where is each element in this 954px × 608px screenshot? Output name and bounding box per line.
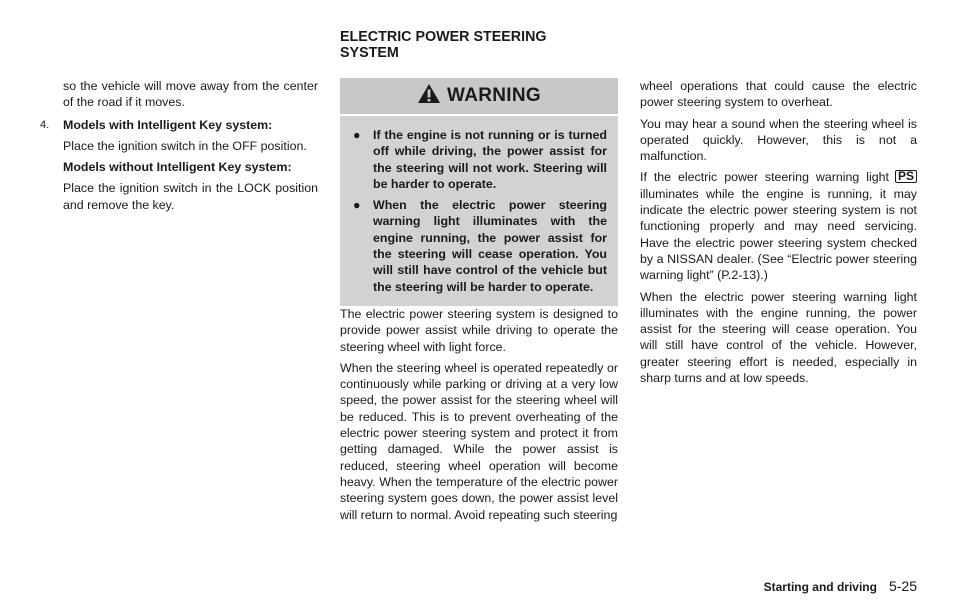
footer-section-name: Starting and driving [763,580,877,594]
section-title-line-1: ELECTRIC POWER STEERING [340,29,547,45]
column-right [640,78,917,386]
warning-triangle-icon [417,83,441,108]
paragraph-warning-light [640,169,917,283]
step-text-without-intelligent-key: Place the ignition switch in the LOCK position and remove the key. [63,181,318,212]
warning-item-text: When the electric power steering warning light illuminates with the engine running, the power assist for the steering will cease operation. You will still have control of the vehicle but the steering will be harder to operate. [373,198,607,294]
warning-item-text: If the engine is not running or is turned off while driving, the power assist for the steering will not work. Steering will be harder to operate. [373,128,607,191]
bullet-icon: ● [353,128,361,142]
column-left [40,78,318,213]
step-4 [40,117,318,213]
warning-box [340,78,618,306]
warning-title: WARNING [447,84,541,106]
step-text-intelligent-key: Place the ignition switch in the OFF position. [63,138,307,153]
step-heading-intelligent-key: Models with Intelligent Key system: [63,117,273,132]
warning-item [351,127,607,192]
paragraph-design: The electric power steering system is designed to provide power assist while driving to operate the steering wheel with light force. [340,306,618,354]
power-steering-warning-light-icon: PS [895,170,917,183]
warning-body [340,116,618,306]
column-middle [340,30,618,523]
warning-light-text-after: illuminates while the engine is running, it may indicate the electric power steering system is not functioning properly and may need servicing. Have the electric power steering system checked by a NISSAN dealer. (See “Electric power steering warning light” (P.2-13).) [640,186,917,283]
page-number: 5-25 [888,578,917,594]
paragraph-assist-cease: When the electric power steering warning light illuminates with the engine running, the power assist for the steering will cease operation. You will still have control of the vehicle. However, greater steering effort is needed, especially in sharp turns and at low speeds. [640,289,917,386]
continuation-text: so the vehicle will move away from the center of the road if it moves. [63,79,318,110]
warning-item [351,197,607,295]
paragraph-repeated-operation: When the steering wheel is operated repeatedly or continuously while parking or driving at a very low speed, the power assist for the steering wheel will be reduced. This is to prevent overheating of the electric power steering system and protect it from getting damaged. While the power assist is reduced, steering wheel operation will become heavy. When the temperature of the electric power steering system goes down, the power assist level will return to normal. Avoid repeating such steering [340,360,618,522]
section-title-line-2: SYSTEM [340,44,399,61]
section-title [340,30,618,61]
paragraph-overheat: wheel operations that could cause the electric power steering system to overheat. [640,79,917,110]
page-footer [764,578,917,595]
warning-light-text-before: If the electric power steering warning light [640,170,889,185]
warning-header [340,78,618,116]
bullet-icon: ● [353,198,361,213]
step-number: 4. [40,118,50,131]
paragraph-sound: You may hear a sound when the steering wheel is operated quickly. However, this is not a malfunction. [640,116,917,164]
step-heading-without-intelligent-key: Models without Intelligent Key system: [63,160,292,175]
